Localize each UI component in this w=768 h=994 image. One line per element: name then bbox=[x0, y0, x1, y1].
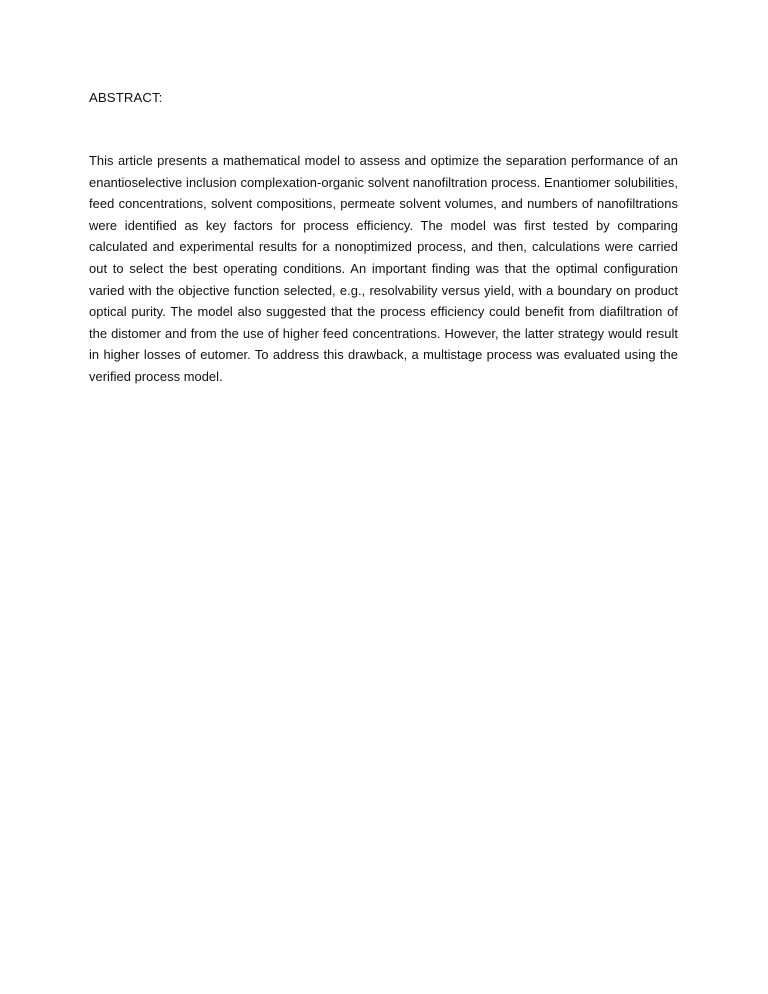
abstract-paragraph: This article presents a mathematical model to assess and optimize the separation performance of an enantioselective inclusion complexation-organic solvent nanofiltration process. Enantiomer solubilities, feed concentrations, solvent compositions, permeate solvent volumes, and numbers of nanofiltrations were identified as key factors for process efficiency. The model was first tested by comparing calculated and experimental results for a nonoptimized process, and then, calculations were carried out to select the best operating conditions. An important finding was that the optimal configuration varied with the objective function selected, e.g., resolvability versus yield, with a boundary on product optical purity. The model also suggested that the process efficiency could benefit from diafiltration of the distomer and from the use of higher feed concentrations. However, the latter strategy would result in higher losses of eutomer. To address this drawback, a multistage process was evaluated using the verified process model. bbox=[89, 153, 678, 384]
abstract-heading: ABSTRACT: bbox=[89, 90, 163, 105]
